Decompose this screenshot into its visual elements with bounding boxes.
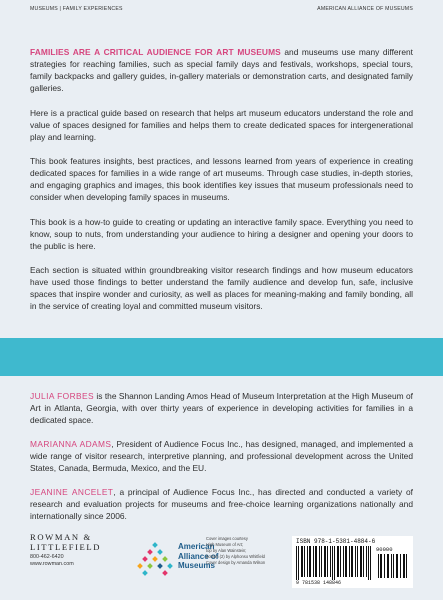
isbn-text: ISBN 978-1-5381-4884-6 — [296, 538, 376, 545]
paragraph-1-text: and museums use many different strategies for reaching families, such as special family days and festivals, workshops, special tours, family backpacks and gallery guides, in-gallery materials or demonstration carts, and designated family galleries. — [30, 47, 413, 93]
barcode-bars-icon — [296, 546, 374, 580]
credit-line: top by Alan Wainstein; — [206, 548, 247, 554]
cover-credits — [206, 536, 286, 566]
author-description: is the Shannon Landing Amos Head of Museum Interpretation at the High Museum of Art in Atlanta, Georgia, with over thirty years of experience in developing activities for families in a dedicated space. — [30, 391, 413, 425]
author-bios — [30, 390, 413, 534]
price-code: 90000 — [376, 546, 393, 553]
publisher-name-line2: LITTLEFIELD — [30, 542, 102, 552]
aam-logo-mark-icon — [136, 538, 174, 578]
publisher-phone: 800-462-6420 — [30, 554, 64, 560]
paragraph-3: This book features insights, best practices, and lessons learned from years of experience in creating dedicated spaces for families in a wide range of art museums. Through case studies, in-depth stories, and engaging graphics and images, this book identifies key issues that museum professionals need to consider when developing family spaces in museums. — [30, 156, 413, 202]
barcode-number: 9 781538 148846 — [296, 580, 342, 586]
credit-line: Cover design by Amanda Wilson — [206, 560, 266, 566]
author-name: MARIANNA ADAMS — [30, 439, 112, 449]
aam-wordmark-line2: Alliance of — [178, 551, 219, 561]
author-bio — [30, 390, 413, 426]
author-description: , President of Audience Focus Inc., has designed, managed, and implemented a wide range of visitor research, interpretive planning, and professional development across the United States, Canada, Bermuda, Mexico, and the EU. — [30, 439, 413, 473]
organization-label: AMERICAN ALLIANCE OF MUSEUMS — [317, 6, 413, 12]
publisher-url: www.rowman.com — [30, 561, 74, 567]
paragraph-4: This book is a how-to guide to creating or updating an interactive family space. Everything you need to know, soup to nuts, from understanding your audience to hiring a designer and opening your doors to the public is here. — [30, 216, 413, 251]
teal-band — [0, 338, 443, 376]
publisher-block — [30, 532, 110, 568]
lead-heading: FAMILIES ARE A CRITICAL AUDIENCE FOR ART MUSEUMS — [30, 47, 281, 57]
aam-wordmark-line3: Museums — [178, 561, 215, 570]
paragraph-1 — [30, 46, 413, 94]
credit-line: bottom (2) by Alphonso Whitfield — [206, 554, 265, 560]
top-header — [30, 6, 413, 12]
price-barcode-icon — [378, 554, 408, 578]
back-cover-footer — [30, 532, 413, 592]
description-section — [30, 46, 413, 325]
author-name: JEANINE ANCELET — [30, 487, 114, 497]
series-label: MUSEUMS | FAMILY EXPERIENCES — [30, 6, 123, 12]
author-bio — [30, 486, 413, 522]
author-description: , a principal of Audience Focus Inc., has directed and conducted a variety of research and evaluation projects for museums and free-choice learning organizations nationally and internationally since 2006. — [30, 487, 413, 521]
credit-line: Cover images courtesy — [206, 536, 248, 541]
credit-line: High Museum of Art; — [206, 542, 244, 548]
aam-wordmark-line1: American — [178, 542, 215, 551]
author-bio — [30, 438, 413, 474]
paragraph-2: Here is a practical guide based on research that helps art museum educators understand the role and value of spaces designed for families and helps them to create dedicated spaces for intergenerational play and learning. — [30, 107, 413, 142]
author-name: JULIA FORBES — [30, 391, 94, 401]
publisher-name-line1: ROWMAN & — [30, 532, 92, 542]
paragraph-5: Each section is situated within groundbreaking visitor research findings and how museum educators have used those findings to better understand the family audience and develop fun, safe, inclusive spaces that inspire wonder and curiosity, as well as places for meaning-making and family bonding, all in the service of creating loyal and committed museum visitors. — [30, 265, 413, 311]
isbn-barcode — [292, 536, 413, 588]
